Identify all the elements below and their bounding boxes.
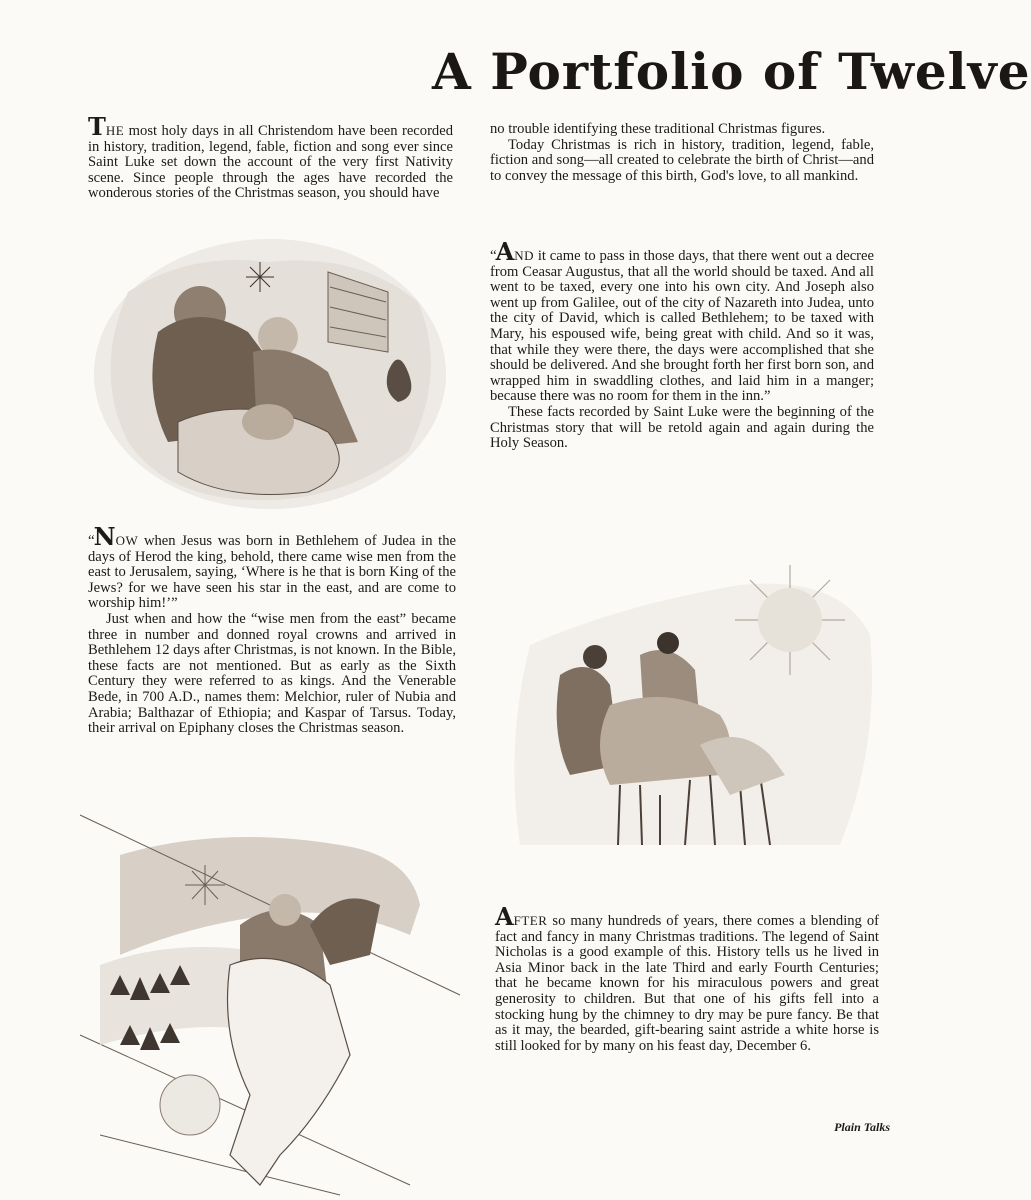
drop-cap-t: T: [88, 112, 106, 141]
luke-lead: ND: [514, 248, 535, 263]
magi-paragraph: [88, 522, 456, 612]
magi-column: [88, 522, 456, 737]
intro-left-column: [88, 112, 453, 202]
intro-continuation: no trouble identifying these traditional Christmas figures.: [490, 121, 826, 137]
drop-cap-a2: A: [495, 902, 514, 931]
intro-right-column: [490, 122, 874, 184]
nicholas-paragraph: [495, 902, 879, 1054]
intro-lead: HE: [105, 123, 125, 138]
intro-paragraph: [88, 112, 453, 202]
nicholas-lead: FTER: [513, 913, 548, 928]
luke-paragraph: [490, 237, 874, 405]
drop-cap-n: N: [93, 522, 116, 551]
luke-column: [490, 237, 874, 452]
magi-quote-mark: “: [88, 533, 94, 549]
intro-text: most holy days in all Christendom have been recorded in history, tradition, legend, fable, fiction and song ever since Saint Luke set down the account of the very first Nativity scene. Since people through the ages have recorded the wonderous stories of the Christmas season, you should have: [88, 123, 453, 202]
page-title: A Portfolio of Twelve: [432, 42, 1031, 101]
magi-followup: Just when and how the “wise men from the east” became three in number and donned royal crowns and arrived in Bethlehem 12 days after Christmas, is not known. In the Bible, these facts are not mentioned. But as early as the Sixth Century they were referred to as kings. And the Venerable Bede, in 700 A.D., names them: Melchior, ruler of Nubia and Arabia; Balthazar of Ethiopia; and Kaspar of Tarsus. Today, their arrival on Epiphany closes the Christmas season.: [88, 610, 456, 737]
nicholas-column: [495, 902, 879, 1054]
luke-quote-mark: “: [490, 248, 496, 264]
magi-text: when Jesus was born in Bethlehem of Judea in the days of Herod the king, behold, there came wise men from the east to Jerusalem, saying, ‘Where is he that is born King of the Jews? for we have seen his star in the east, and are come to worship him!’”: [88, 533, 456, 612]
nativity-illustration: [88, 232, 453, 517]
magi-lead: OW: [115, 533, 139, 548]
nicholas-text: so many hundreds of years, there comes a blending of fact and fancy in many Christmas traditions. The legend of Saint Nicholas is a good example of this. History tells us he lived in Asia Minor back in the late Third and early Fourth Centuries; that he became known for his miraculous powers and great generosity to children. But that one of his gifts fell into a stocking hung by the chimney to dry may be pure fancy. Be that as it may, the bearded, gift-bearing saint astride a white horse is still looked for by many on his feast day, December 6.: [495, 913, 879, 1054]
saint-nicholas-illustration: [80, 815, 460, 1195]
luke-followup: These facts recorded by Saint Luke were the beginning of the Christmas story that will be retold again and again during the Holy Season.: [490, 403, 874, 452]
intro-second-paragraph: Today Christmas is rich in history, tradition, legend, fable, fiction and song—all created to celebrate the birth of Christ—and to convey the message of this birth, God's love, to all mankind.: [490, 136, 874, 184]
drop-cap-a: A: [495, 237, 515, 266]
wise-men-illustration: [500, 545, 880, 865]
publication-name: Plain Talks: [834, 1120, 890, 1134]
luke-text: it came to pass in those days, that there went out a decree from Ceasar Augustus, that all the world should be taxed. And all went to be taxed, every one into his own city. And Joseph also went up from Galilee, out of the city of Nazareth into Judea, unto the city of David, which is called Bethlehem; to be taxed with Mary, his espoused wife, being great with child. And so it was, that while they were there, the days were accomplished that she should be delivered. And she brought forth her first born son, and wrapped him in swaddling clothes, and laid him in a manger; because there was no room for them in the inn.”: [490, 248, 874, 405]
